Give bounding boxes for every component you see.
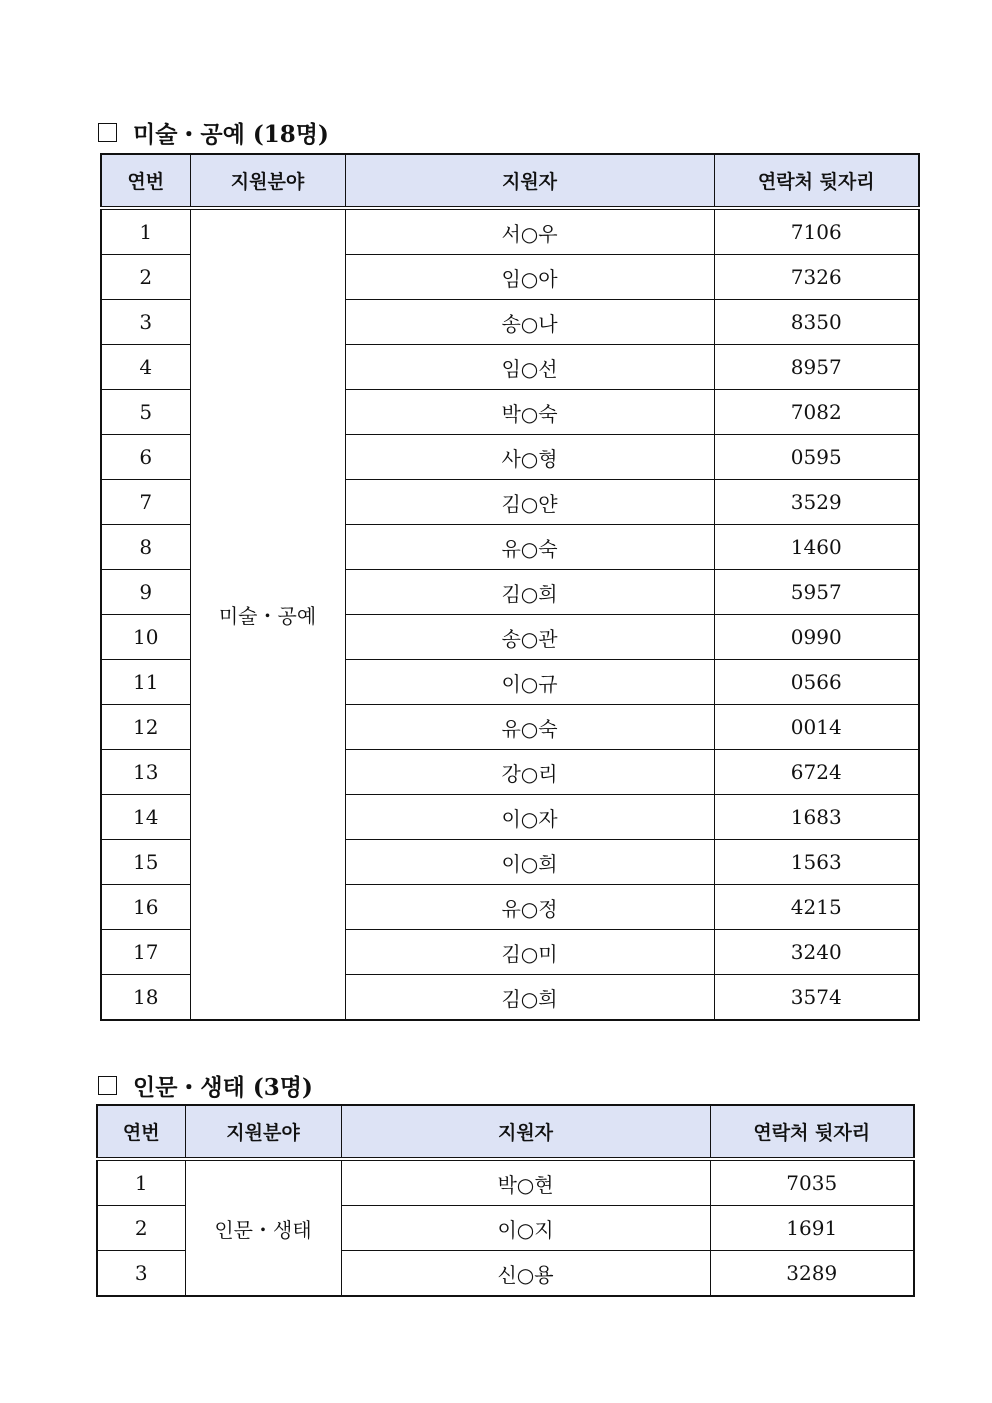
row-number: 6 xyxy=(101,435,190,480)
applicant-name: 서○우 xyxy=(345,208,714,255)
row-number: 3 xyxy=(97,1251,185,1297)
header-no: 연번 xyxy=(97,1105,185,1159)
applicant-name: 이○희 xyxy=(345,840,714,885)
phone-last-digits: 7326 xyxy=(714,255,919,300)
table-header-row xyxy=(101,154,919,208)
row-number: 4 xyxy=(101,345,190,390)
row-number: 14 xyxy=(101,795,190,840)
phone-last-digits: 0014 xyxy=(714,705,919,750)
row-number: 1 xyxy=(101,208,190,255)
section-title-arts xyxy=(98,116,329,149)
header-phone: 연락처 뒷자리 xyxy=(714,154,919,208)
phone-last-digits: 7106 xyxy=(714,208,919,255)
applicant-name: 신○용 xyxy=(341,1251,710,1297)
humanities-applicant-table xyxy=(96,1104,915,1297)
applicant-name: 박○현 xyxy=(341,1159,710,1206)
phone-last-digits: 7082 xyxy=(714,390,919,435)
phone-last-digits: 1460 xyxy=(714,525,919,570)
row-number: 8 xyxy=(101,525,190,570)
row-number: 2 xyxy=(97,1206,185,1251)
applicant-name: 박○숙 xyxy=(345,390,714,435)
row-number: 12 xyxy=(101,705,190,750)
applicant-name: 김○희 xyxy=(345,570,714,615)
row-number: 11 xyxy=(101,660,190,705)
row-number: 7 xyxy=(101,480,190,525)
row-number: 2 xyxy=(101,255,190,300)
applicant-name: 임○선 xyxy=(345,345,714,390)
applicant-name: 김○얀 xyxy=(345,480,714,525)
section-title-humanities xyxy=(98,1069,313,1102)
phone-last-digits: 3240 xyxy=(714,930,919,975)
phone-last-digits: 3289 xyxy=(710,1251,914,1297)
support-field: 인문・생태 xyxy=(185,1159,341,1296)
phone-last-digits: 5957 xyxy=(714,570,919,615)
header-field: 지원분야 xyxy=(190,154,345,208)
row-number: 3 xyxy=(101,300,190,345)
phone-last-digits: 3529 xyxy=(714,480,919,525)
row-number: 15 xyxy=(101,840,190,885)
humanities-table-body xyxy=(97,1159,914,1296)
row-number: 16 xyxy=(101,885,190,930)
header-no: 연번 xyxy=(101,154,190,208)
checkbox-icon xyxy=(98,123,117,142)
row-number: 13 xyxy=(101,750,190,795)
table-row xyxy=(97,1159,914,1206)
applicant-name: 송○관 xyxy=(345,615,714,660)
phone-last-digits: 8957 xyxy=(714,345,919,390)
phone-last-digits: 3574 xyxy=(714,975,919,1021)
arts-applicant-table xyxy=(100,153,920,1021)
section-title-text: 미술・공예 (18명) xyxy=(133,121,329,148)
phone-last-digits: 1691 xyxy=(710,1206,914,1251)
phone-last-digits: 0595 xyxy=(714,435,919,480)
applicant-name: 이○규 xyxy=(345,660,714,705)
phone-last-digits: 4215 xyxy=(714,885,919,930)
header-phone: 연락처 뒷자리 xyxy=(710,1105,914,1159)
row-number: 5 xyxy=(101,390,190,435)
phone-last-digits: 6724 xyxy=(714,750,919,795)
header-field: 지원분야 xyxy=(185,1105,341,1159)
applicant-name: 유○숙 xyxy=(345,525,714,570)
table-row xyxy=(101,208,919,255)
applicant-name: 송○나 xyxy=(345,300,714,345)
phone-last-digits: 1563 xyxy=(714,840,919,885)
applicant-name: 유○숙 xyxy=(345,705,714,750)
applicant-name: 김○희 xyxy=(345,975,714,1021)
row-number: 9 xyxy=(101,570,190,615)
section-title-text: 인문・생태 (3명) xyxy=(133,1074,313,1101)
applicant-name: 사○형 xyxy=(345,435,714,480)
applicant-name: 김○미 xyxy=(345,930,714,975)
applicant-name: 이○지 xyxy=(341,1206,710,1251)
applicant-name: 강○리 xyxy=(345,750,714,795)
phone-last-digits: 7035 xyxy=(710,1159,914,1206)
row-number: 10 xyxy=(101,615,190,660)
row-number: 18 xyxy=(101,975,190,1021)
row-number: 17 xyxy=(101,930,190,975)
phone-last-digits: 1683 xyxy=(714,795,919,840)
phone-last-digits: 0990 xyxy=(714,615,919,660)
support-field: 미술・공예 xyxy=(190,208,345,1020)
arts-table-body xyxy=(101,208,919,1020)
phone-last-digits: 8350 xyxy=(714,300,919,345)
applicant-name: 임○아 xyxy=(345,255,714,300)
header-applicant: 지원자 xyxy=(345,154,714,208)
applicant-name: 유○정 xyxy=(345,885,714,930)
phone-last-digits: 0566 xyxy=(714,660,919,705)
row-number: 1 xyxy=(97,1159,185,1206)
checkbox-icon xyxy=(98,1076,117,1095)
header-applicant: 지원자 xyxy=(341,1105,710,1159)
table-header-row xyxy=(97,1105,914,1159)
applicant-name: 이○자 xyxy=(345,795,714,840)
